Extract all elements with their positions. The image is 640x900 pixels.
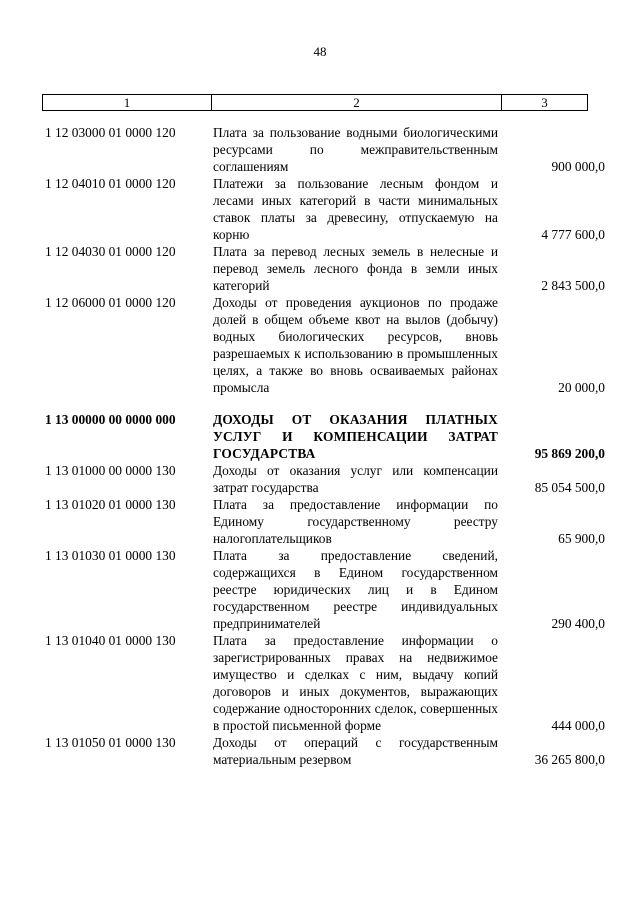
revenue-name: Плата за предоставление информации о зарегистрированных правах на недвижимое имущество и сделках с ним, выдачу копий договоров и иных документов, выражающих содержание односторонних сделок, совершенных в простой письменной форме xyxy=(213,633,498,733)
budget-code: 1 13 01000 00 0000 130 xyxy=(45,463,176,478)
revenue-name: Платежи за пользование лесным фондом и лесами иных категорий в части минимальных ставок платы за древесину, отпускаемую на корню xyxy=(213,176,498,242)
table-row xyxy=(45,632,605,734)
budget-code: 1 12 03000 01 0000 120 xyxy=(45,125,176,140)
budget-code: 1 13 00000 00 0000 000 xyxy=(45,412,176,427)
revenue-amount: 20 000,0 xyxy=(558,380,605,395)
table-row xyxy=(45,175,605,243)
header-col-3: 3 xyxy=(541,95,548,110)
revenue-amount: 36 265 800,0 xyxy=(534,752,605,767)
table-row xyxy=(45,462,605,496)
revenue-table-body xyxy=(45,124,605,768)
header-col-2: 2 xyxy=(212,95,502,110)
revenue-amount: 65 900,0 xyxy=(558,531,605,546)
budget-code: 1 12 04010 01 0000 120 xyxy=(45,176,176,191)
table-row xyxy=(45,734,605,768)
budget-code: 1 13 01040 01 0000 130 xyxy=(45,633,176,648)
revenue-amount: 2 843 500,0 xyxy=(541,278,605,293)
revenue-name: Плата за предоставление сведений, содержащихся в Едином государственном реестре юридических лиц и в Едином государственном реестре индивидуальных предпринимателей xyxy=(213,548,498,631)
revenue-amount: 290 400,0 xyxy=(551,616,605,631)
revenue-amount: 900 000,0 xyxy=(551,159,605,174)
revenue-name: Плата за перевод лесных земель в нелесные и перевод земель лесного фонда в земли иных категорий xyxy=(213,244,498,293)
header-col-1: 1 xyxy=(43,95,212,110)
table-header xyxy=(42,94,588,111)
section-row xyxy=(45,411,605,462)
revenue-name: Плата за предоставление информации по Единому государственному реестру налогоплательщиков xyxy=(213,497,498,546)
budget-code: 1 12 06000 01 0000 120 xyxy=(45,295,176,310)
page-number: 48 xyxy=(313,44,327,59)
table-row xyxy=(45,243,605,294)
revenue-name: Доходы от оказания услуг или компенсации затрат государства xyxy=(213,463,498,495)
table-row xyxy=(45,294,605,396)
budget-code: 1 13 01020 01 0000 130 xyxy=(45,497,176,512)
revenue-amount: 444 000,0 xyxy=(551,718,605,733)
revenue-name: Доходы от операций с государственным материальным резервом xyxy=(213,735,498,767)
budget-code: 1 13 01050 01 0000 130 xyxy=(45,735,176,750)
revenue-name: Плата за пользование водными биологическими ресурсами по межправительственным соглашениям xyxy=(213,125,498,174)
table-row xyxy=(45,124,605,175)
revenue-name: Доходы от проведения аукционов по продаже долей в общем объеме квот на вылов (добычу) водных биологических ресурсов, вновь разрешаемых к использованию в промышленных целях, а также во вновь осваиваемых районах промысла xyxy=(213,295,498,395)
table-row xyxy=(45,496,605,547)
revenue-amount: 4 777 600,0 xyxy=(541,227,605,242)
table-row xyxy=(45,547,605,632)
budget-code: 1 12 04030 01 0000 120 xyxy=(45,244,176,259)
revenue-name: ДОХОДЫ ОТ ОКАЗАНИЯ ПЛАТНЫХ УСЛУГ И КОМПЕНСАЦИИ ЗАТРАТ ГОСУДАРСТВА xyxy=(213,412,498,461)
budget-code: 1 13 01030 01 0000 130 xyxy=(45,548,176,563)
revenue-amount: 95 869 200,0 xyxy=(534,446,605,461)
revenue-amount: 85 054 500,0 xyxy=(534,480,605,495)
